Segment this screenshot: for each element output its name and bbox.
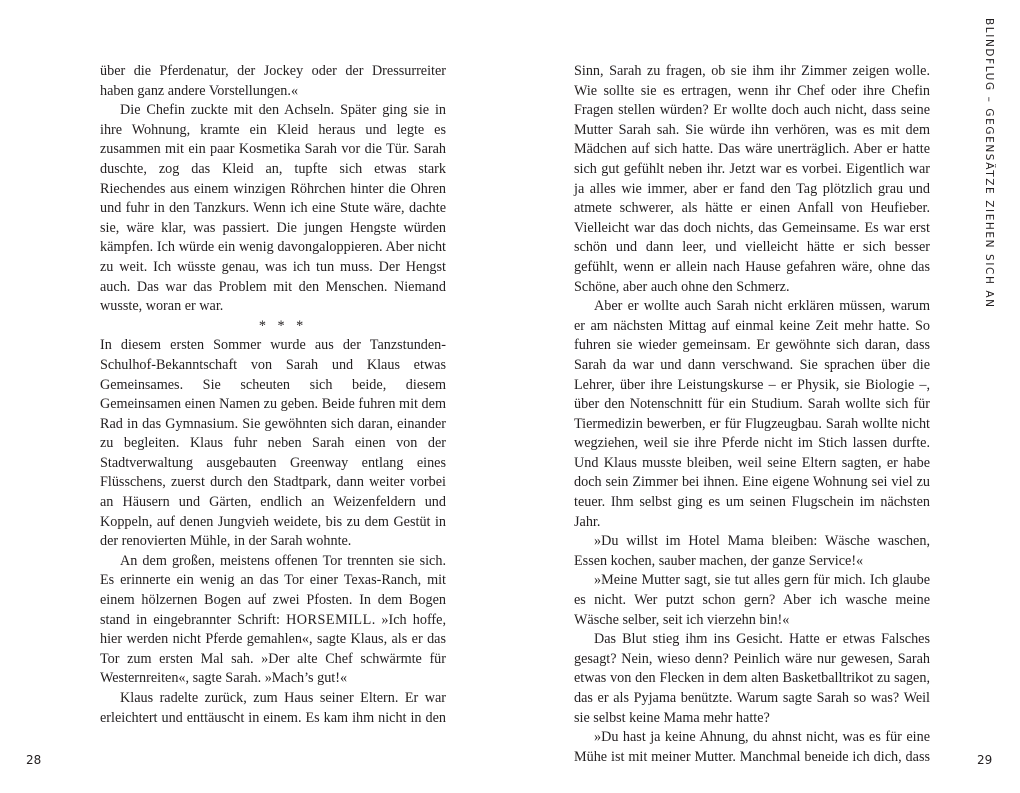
- running-head: BLINDFLUG – GEGENSÄTZE ZIEHEN SICH AN: [983, 18, 995, 309]
- paragraph: Klaus radelte zurück, zum Haus seiner Eltern. Er war erleichtert und enttäuscht in einem. Es kam ihm nicht in den: [100, 690, 446, 726]
- left-text-block: [100, 62, 446, 728]
- paragraph: »Du hast ja keine Ahnung, du ahnst nicht, was es für eine Mühe ist mit meiner Mutter. Manchmal beneide ich dich, dass: [574, 729, 930, 765]
- sign-text-horsemill: HORSEMILL: [286, 611, 372, 628]
- paragraph: [100, 552, 446, 689]
- section-divider: * * *: [258, 317, 308, 334]
- page-number: 29: [977, 753, 993, 767]
- paragraph-text: An dem großen, meistens offenen Tor trennten sie sich. Es erinnerte ein wenig an das Tor einer Texas-Ranch, mit einem hölzernen Bogen auf zwei Pfosten. In dem Bogen stand in eingebrannter Schrift:: [100, 552, 446, 628]
- right-page: [510, 0, 1020, 793]
- paragraph: über die Pferdenatur, der Jockey oder der Dressurreiter haben ganz andere Vorstellungen.«: [100, 63, 446, 99]
- paragraph: Aber er wollte auch Sarah nicht erklären müssen, warum er am nächsten Mittag auf einmal keine Zeit mehr hatte. So fuhren sie wieder gemeinsam. Er gewöhnte sich daran, dass Sarah da war und dann verschwand. Sie sprachen über die Lehrer, über ihre Leistungskurse – er Physik, sie Biologie –, über den Notenschnitt für ein Studium. Sarah wollte sich für Tiermedizin bewerben, er für Flugzeugbau. Sarah wollte nicht wegziehen, weil sie ihre Pferde nicht im Stich lassen durfte. Und Klaus musste bleiben, weil seine Eltern sagten, er habe doch sein Zimmer bei ihnen. Eine eigene Wohnung sei viel zu teuer. Ihm selbst ging es um seinen Flugschein im nächsten Jahr.: [574, 298, 930, 530]
- paragraph-text: . »Ich hoffe, hier werden nicht Pferde gemahlen«, sagte Klaus, als er das Tor zum ersten Mal sah. »Der alte Chef schwärmte für Westernreiten«, sagte Sarah. »Mach’s gut!«: [100, 611, 446, 687]
- right-text-block: [574, 62, 930, 767]
- paragraph: Die Chefin zuckte mit den Achseln. Später ging sie in ihre Wohnung, kramte ein Kleid heraus und legte es zusammen mit ein paar Kosmetika Sarah vor die Tür. Sarah duschte, zog das Kleid an, tupfte sich etwas stark Riechendes aus einem winzigen Röhrchen hinter die Ohren und fuhr in den Tanzkurs. Wenn ich eine Stute wäre, dachte sie, wäre klar, was passiert. Die jungen Hengste würden kämpfen. Ich würde ein wenig davongaloppieren. Aber nicht zu weit. Ich wüsste genau, was ich tun muss. Der Hengst auch. Das war das Problem mit den Menschen. Niemand wusste, woran er war.: [100, 102, 446, 315]
- paragraph: Das Blut stieg ihm ins Gesicht. Hatte er etwas Falsches gesagt? Nein, wieso denn? Peinlich wäre nur gewesen, Sarah etwas von den Flecken in dem alten Basketballtrikot zu sagen, das er als Pyjama benützte. Warum sagte Sarah so was? Weil sie selbst keine Mama mehr hatte?: [574, 631, 930, 726]
- paragraph: »Du willst im Hotel Mama bleiben: Wäsche waschen, Essen kochen, sauber machen, der ganze Service!«: [574, 533, 930, 569]
- paragraph: »Meine Mutter sagt, sie tut alles gern für mich. Ich glaube es nicht. Wer putzt schon gern? Aber ich wasche meine Wäsche selber, seit ich vierzehn bin!«: [574, 572, 930, 628]
- paragraph: Sinn, Sarah zu fragen, ob sie ihm ihr Zimmer zeigen wolle. Wie sollte sie es ertragen, wenn ihr Chef oder ihre Chefin Fragen stellen würden? Er wollte doch auch nicht, dass seine Mutter Sarah sah. Sie würde ihn verhören, was es mit dem Mädchen auf sich hatte. Das wäre unerträglich. Aber er hatte sich gut gefühlt neben ihr. Jetzt war es vorbei. Eigentlich war ja alles wie immer, aber er fand den Tag plötzlich grau und atmete schwerer, als hätte er einen Anfall von Heufieber. Vielleicht war das doch nichts, das Gemeinsame. Es war erst schön und dann leer, und vielleicht hätte er sich besser gefühlt, wenn er allein nach Hause gefahren wäre, ohne das Schöne, aber auch ohne den Schmerz.: [574, 63, 930, 295]
- paragraph: In diesem ersten Sommer wurde aus der Tanzstunden-Schulhof-Bekanntschaft von Sarah und Klaus etwas Gemeinsames. Sie scheuten sich beide, diesem Gemeinsamen einen Namen zu geben. Beide fuhren mit dem Rad in das Gymnasium. Sie gewöhnten sich daran, einander zu begleiten. Klaus fuhr neben Sarah einen von der Stadtverwaltung ausgebauten Greenway entlang eines Flüsschens, zuerst durch den Stadtpark, dann weiter vorbei an Häusern und Gärten, endlich an Weizenfeldern und Koppeln, auf denen Jungvieh weidete, bis zu dem Gestüt in der renovierten Mühle, in der Sarah wohnte.: [100, 337, 446, 550]
- page-number: 28: [26, 753, 42, 767]
